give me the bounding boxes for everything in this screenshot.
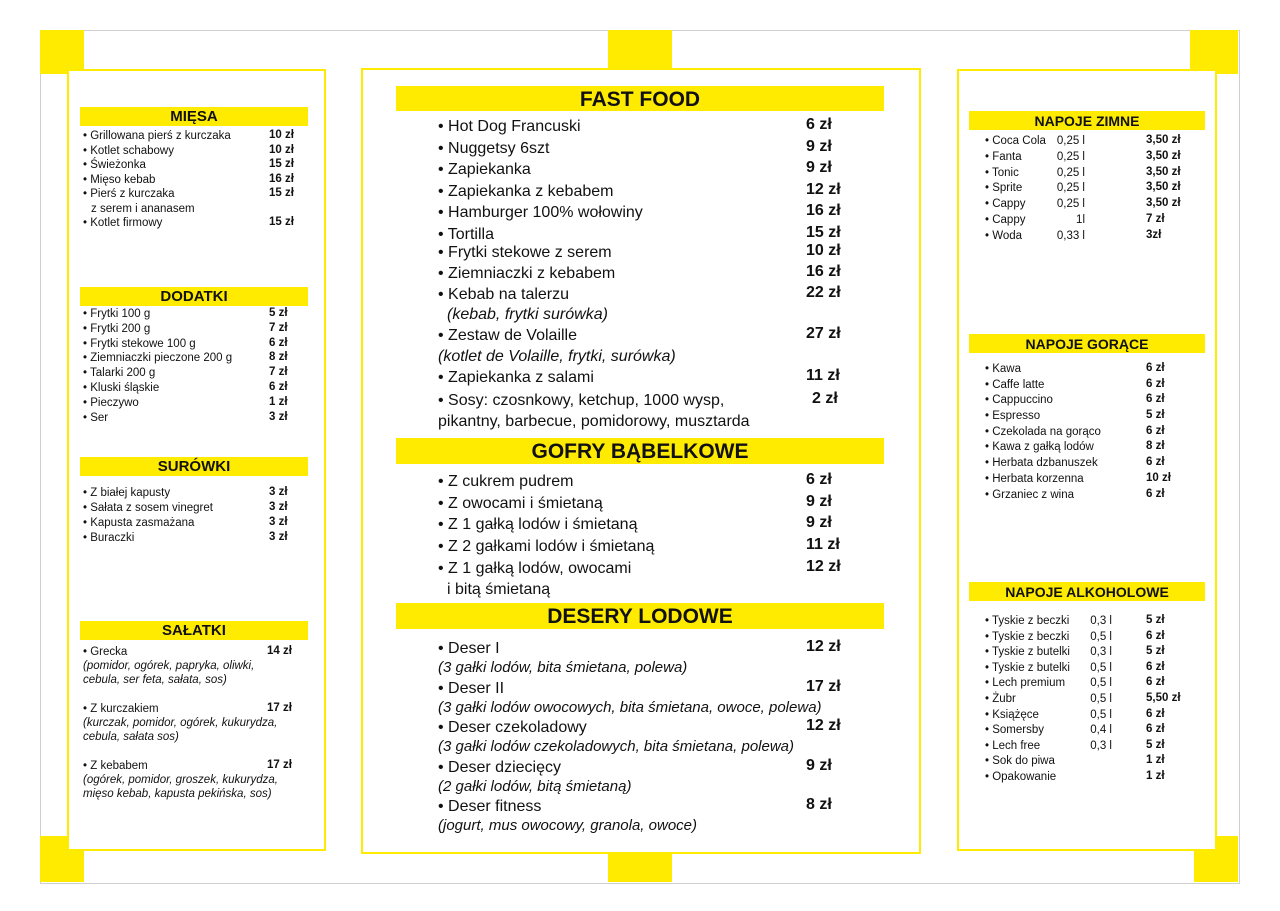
item-price: 15 zł — [269, 187, 294, 199]
item-price: 27 zł — [806, 325, 841, 342]
gofry-list — [438, 471, 858, 601]
list-item — [438, 304, 858, 325]
item-name: • Kawa — [985, 363, 1021, 375]
item-name: • Espresso — [985, 410, 1041, 423]
list-item — [985, 661, 1200, 677]
item-price: 1 zł — [1146, 754, 1165, 767]
list-item — [985, 754, 1200, 770]
list-item — [985, 181, 1200, 197]
list-item — [438, 367, 858, 390]
item-price: 5 zł — [1146, 614, 1165, 626]
item-name: • Talarki 200 g — [83, 367, 156, 380]
item-price: 6 zł — [1146, 629, 1165, 642]
item-name: • Z białej kapusty — [83, 487, 171, 499]
list-item — [985, 488, 1200, 504]
surowki-list — [83, 486, 303, 546]
item-price: 16 zł — [269, 172, 294, 185]
item-price: 7 zł — [1146, 212, 1165, 225]
item-volume: 0,5 l — [1090, 677, 1112, 690]
item-name: • Woda — [985, 229, 1023, 242]
item-name: • Kotlet schabowy — [83, 144, 174, 157]
item-desc: (pomidor, ogórek, papryka, oliwki, — [83, 660, 255, 672]
item-desc: mięso kebab, kapusta pekińska, sos) — [83, 788, 272, 800]
list-item — [985, 676, 1200, 692]
list-item — [83, 381, 303, 396]
item-price: 9 zł — [806, 159, 832, 176]
list-item — [438, 242, 858, 263]
list-item — [83, 759, 308, 816]
list-item — [438, 796, 878, 836]
list-item — [438, 493, 858, 515]
item-name: (kotlet de Volaille, frytki, surówka) — [438, 348, 676, 365]
section-title-alkoholowe: NAPOJE ALKOHOLOWE — [969, 582, 1205, 601]
item-name: • Lech premium — [985, 677, 1066, 690]
item-name: • Grecka — [83, 646, 128, 658]
item-name: • Lech free — [985, 739, 1041, 752]
list-item — [438, 346, 858, 367]
item-name: • Deser I — [438, 640, 500, 657]
item-volume: 0,4 l — [1090, 724, 1112, 737]
item-volume: 1l — [1076, 213, 1085, 226]
item-name: • Z 2 gałkami lodów i śmietaną — [438, 538, 655, 556]
corner-block — [608, 850, 672, 882]
list-item — [83, 158, 303, 173]
item-desc: (3 gałki lodów owocowych, bita śmietana, owoce, polewa) — [438, 698, 822, 716]
item-desc: cebula, sałata sos) — [83, 731, 179, 743]
item-name: • Mięso kebab — [83, 173, 156, 186]
section-title-zimne: NAPOJE ZIMNE — [969, 111, 1205, 130]
list-item — [985, 630, 1200, 646]
item-price: 6 zł — [1146, 676, 1165, 689]
item-price: 6 zł — [1146, 377, 1165, 390]
item-name: • Czekolada na gorąco — [985, 425, 1101, 438]
item-price: 15 zł — [269, 158, 294, 170]
item-name: • Sosy: czosnkowy, ketchup, 1000 wysp, — [438, 392, 725, 409]
list-item — [985, 456, 1200, 472]
item-name: • Zapiekanka — [438, 161, 531, 178]
item-price: 16 zł — [806, 262, 841, 280]
list-item — [985, 134, 1200, 150]
item-name: • Zapiekanka z kebabem — [438, 182, 614, 200]
list-item — [83, 702, 308, 759]
item-name: • Żubr — [985, 692, 1016, 705]
item-price: 11 zł — [806, 536, 840, 554]
item-name: • Deser II — [438, 679, 505, 697]
item-price: 17 zł — [806, 677, 841, 695]
item-desc: cebula, ser feta, sałata, sos) — [83, 674, 227, 686]
item-price: 5,50 zł — [1146, 691, 1181, 704]
item-desc: (2 gałki lodów, bitą śmietaną) — [438, 777, 632, 795]
list-item — [438, 471, 858, 493]
item-desc: (jogurt, mus owocowy, granola, owoce) — [438, 817, 697, 835]
section-title-fastfood: FAST FOOD — [396, 86, 884, 111]
list-item — [438, 116, 858, 138]
item-name: i bitą śmietaną — [447, 581, 551, 599]
item-name: • Z owocami i śmietaną — [438, 494, 603, 512]
item-volume: 0,5 l — [1090, 708, 1112, 721]
list-item — [438, 579, 858, 601]
item-name: • Kotlet firmowy — [83, 217, 163, 229]
item-name: z serem i ananasem — [91, 202, 195, 215]
item-price: 11 zł — [806, 367, 840, 384]
item-price: 1 zł — [1146, 769, 1165, 782]
item-name: • Deser czekoladowy — [438, 719, 587, 737]
list-item — [985, 166, 1200, 182]
item-name: • Fanta — [985, 150, 1022, 163]
list-item — [83, 411, 303, 426]
item-name: pikantny, barbecue, pomidorowy, musztarda — [438, 413, 750, 430]
item-price: 6 zł — [269, 336, 288, 349]
item-name: • Coca Cola — [985, 135, 1046, 147]
item-name: • Hot Dog Francuski — [438, 118, 581, 135]
item-name: • Tyskie z beczki — [985, 615, 1070, 627]
item-name: • Caffe latte — [985, 378, 1045, 391]
item-name: • Książęce — [985, 708, 1039, 721]
item-volume: 0,25 l — [1056, 198, 1085, 211]
list-item — [438, 159, 858, 181]
item-name: • Herbata dzbanuszek — [985, 457, 1098, 470]
gorace-list — [985, 362, 1200, 503]
item-name: • Z 1 gałką lodów, owocami — [438, 559, 632, 577]
item-name: • Opakowanie — [985, 770, 1057, 783]
item-name: • Z cukrem pudrem — [438, 473, 574, 490]
list-item — [438, 411, 858, 431]
item-name: • Somersby — [985, 724, 1044, 737]
item-price: 6 zł — [1146, 424, 1165, 437]
item-volume: 0,25 l — [1056, 182, 1085, 195]
list-item — [985, 197, 1200, 213]
list-item — [985, 229, 1200, 245]
item-price: 9 zł — [806, 756, 832, 774]
item-name: • Zapiekanka z salami — [438, 369, 594, 386]
item-volume: 0,5 l — [1090, 661, 1112, 674]
item-name: • Świeżonka — [83, 159, 146, 171]
item-price: 6 zł — [1146, 707, 1165, 720]
item-price: 7 zł — [269, 321, 288, 334]
list-item — [83, 129, 303, 144]
item-name: • Z kurczakiem — [83, 703, 159, 715]
item-price: 5 zł — [1146, 409, 1165, 422]
item-volume: 0,3 l — [1090, 646, 1112, 659]
list-item — [985, 409, 1200, 425]
item-price: 6 zł — [806, 116, 832, 133]
list-item — [83, 322, 303, 337]
list-item — [985, 614, 1200, 630]
item-price: 15 zł — [806, 223, 841, 241]
item-price: 10 zł — [269, 129, 294, 141]
section-title-desery: DESERY LODOWE — [396, 603, 884, 629]
list-item — [438, 558, 858, 580]
item-name: • Pieczywo — [83, 396, 139, 409]
item-name: • Tonic — [985, 166, 1019, 179]
list-item — [83, 366, 303, 381]
salatki-list — [83, 645, 308, 816]
list-item — [985, 692, 1200, 708]
desery-list — [438, 638, 878, 836]
list-item — [438, 536, 858, 558]
zimne-list — [985, 134, 1200, 245]
list-item — [83, 337, 303, 352]
section-title-gofry: GOFRY BĄBELKOWE — [396, 438, 884, 464]
item-price: 12 zł — [806, 180, 841, 198]
item-price: 10 zł — [269, 143, 294, 156]
item-volume: 0,25 l — [1056, 135, 1085, 147]
item-price: 8 zł — [1146, 440, 1165, 453]
fastfood-list — [438, 116, 858, 431]
item-name: • Ziemniaczki z kebabem — [438, 264, 616, 282]
list-item — [985, 440, 1200, 456]
list-item — [985, 362, 1200, 378]
item-name: • Frytki stekowe z serem — [438, 243, 612, 261]
item-price: 14 zł — [267, 645, 292, 657]
item-price: 3 zł — [269, 486, 288, 498]
item-price: 12 zł — [806, 717, 841, 735]
item-price: 6 zł — [1146, 723, 1165, 736]
list-item — [438, 678, 878, 718]
list-item — [83, 216, 303, 231]
item-volume: 0,25 l — [1056, 150, 1085, 163]
item-name: • Ser — [83, 411, 109, 424]
item-price: 8 zł — [806, 796, 832, 814]
list-item — [438, 181, 858, 203]
list-item — [83, 173, 303, 188]
list-item — [985, 645, 1200, 661]
item-volume: 0,5 l — [1090, 630, 1112, 643]
item-volume: 0,25 l — [1056, 166, 1085, 179]
item-name: • Grillowana pierś z kurczaka — [83, 130, 231, 142]
item-price: 10 zł — [806, 241, 841, 259]
list-item — [83, 144, 303, 159]
list-item — [83, 202, 303, 217]
list-item — [985, 378, 1200, 394]
item-name: • Kebab na talerzu — [438, 286, 570, 303]
corner-block — [1190, 30, 1238, 74]
item-name: • Buraczki — [83, 532, 135, 544]
item-price: 9 zł — [806, 514, 832, 532]
list-item — [83, 516, 303, 531]
list-item — [438, 757, 878, 797]
item-name: • Sok do piwa — [985, 755, 1055, 768]
item-price: 6 zł — [1146, 393, 1165, 406]
item-name: • Kapusta zasmażana — [83, 517, 195, 529]
item-name: • Cappy — [985, 213, 1026, 226]
list-item — [985, 150, 1200, 166]
item-price: 6 zł — [1146, 487, 1165, 500]
item-name: • Sałata z sosem vinegret — [83, 502, 213, 514]
item-price: 9 zł — [806, 492, 832, 510]
item-price: 2 zł — [812, 390, 838, 407]
item-name: • Deser fitness — [438, 798, 542, 816]
list-item — [985, 739, 1200, 755]
item-price: 3,50 zł — [1146, 197, 1181, 210]
list-item — [438, 284, 858, 304]
item-name: • Herbata korzenna — [985, 472, 1084, 485]
item-name: • Z kebabem — [83, 760, 148, 772]
item-price: 3 zł — [269, 410, 288, 423]
item-name: • Pierś z kurczaka — [83, 188, 175, 200]
item-volume: 0,5 l — [1090, 692, 1112, 705]
item-name: • Z 1 gałką lodów i śmietaną — [438, 516, 638, 534]
item-price: 22 zł — [806, 284, 841, 301]
item-name: • Tortilla — [438, 225, 494, 243]
list-item — [438, 263, 858, 285]
item-name: • Cappuccino — [985, 394, 1053, 407]
item-price: 16 zł — [806, 202, 841, 219]
list-item — [438, 638, 878, 678]
item-price: 6 zł — [1146, 362, 1165, 374]
item-price: 5 zł — [269, 307, 288, 319]
list-item — [83, 486, 303, 501]
item-price: 1 zł — [269, 395, 288, 408]
item-price: 5 zł — [1146, 645, 1165, 658]
item-name: • Kluski śląskie — [83, 381, 160, 394]
item-name: • Grzaniec z wina — [985, 488, 1075, 501]
list-item — [438, 717, 878, 757]
item-volume: 0,3 l — [1090, 739, 1112, 752]
item-price: 15 zł — [269, 216, 294, 228]
item-name: • Sprite — [985, 182, 1023, 195]
item-desc: (3 gałki lodów czekoladowych, bita śmietana, polewa) — [438, 738, 795, 756]
item-name: • Zestaw de Volaille — [438, 327, 578, 344]
item-price: 5 zł — [1146, 738, 1165, 751]
item-price: 10 zł — [1146, 471, 1171, 484]
corner-block — [40, 30, 84, 74]
item-name: • Kawa z gałką lodów — [985, 441, 1094, 454]
item-price: 6 zł — [269, 380, 288, 393]
item-price: 3,50 zł — [1146, 165, 1181, 178]
item-price: 3zł — [1146, 228, 1162, 241]
list-item — [438, 325, 858, 346]
item-name: • Tyskie z beczki — [985, 630, 1070, 643]
item-price: 12 zł — [806, 638, 841, 655]
list-item — [438, 202, 858, 224]
miesa-list — [83, 129, 303, 231]
section-title-dodatki: DODATKI — [80, 287, 308, 306]
item-price: 3,50 zł — [1146, 181, 1181, 194]
item-price: 6 zł — [1146, 456, 1165, 469]
item-name: (kebab, frytki surówka) — [447, 306, 608, 323]
section-title-salatki: SAŁATKI — [80, 621, 308, 640]
dodatki-list — [83, 307, 303, 425]
item-price: 3 zł — [269, 516, 288, 528]
item-name: • Cappy — [985, 198, 1026, 211]
item-price: 7 zł — [269, 366, 288, 379]
item-price: 6 zł — [806, 471, 832, 488]
section-title-surowki: SURÓWKI — [80, 457, 308, 476]
section-title-gorace: NAPOJE GORĄCE — [969, 334, 1205, 353]
item-name: • Hamburger 100% wołowiny — [438, 204, 643, 221]
list-item — [83, 351, 303, 366]
item-volume: 0,3 l — [1090, 615, 1112, 627]
item-price: 17 zł — [267, 702, 292, 714]
list-item — [83, 501, 303, 516]
item-name: • Frytki stekowe 100 g — [83, 337, 196, 350]
list-item — [985, 425, 1200, 441]
list-item — [83, 307, 303, 322]
list-item — [985, 472, 1200, 488]
list-item — [438, 138, 858, 160]
item-price: 8 zł — [269, 351, 288, 364]
list-item — [985, 393, 1200, 409]
list-item — [83, 531, 303, 546]
section-title-miesa: MIĘSA — [80, 107, 308, 126]
list-item — [83, 396, 303, 411]
item-price: 12 zł — [806, 557, 841, 575]
list-item — [438, 514, 858, 536]
item-name: • Tyskie z butelki — [985, 661, 1070, 674]
list-item — [985, 213, 1200, 229]
item-name: • Frytki 100 g — [83, 308, 151, 320]
item-desc: (kurczak, pomidor, ogórek, kukurydza, — [83, 717, 278, 729]
item-price: 3 zł — [269, 501, 288, 513]
list-item — [83, 645, 308, 702]
item-name: • Deser dziecięcy — [438, 758, 561, 776]
alkoholowe-list — [985, 614, 1200, 786]
item-price: 9 zł — [806, 137, 832, 155]
item-price: 3 zł — [269, 531, 288, 543]
list-item — [985, 723, 1200, 739]
list-item — [83, 187, 303, 202]
list-item — [985, 770, 1200, 786]
item-desc: (3 gałki lodów, bita śmietana, polewa) — [438, 659, 688, 676]
item-price: 3,50 zł — [1146, 149, 1181, 162]
item-name: • Ziemniaczki pieczone 200 g — [83, 352, 233, 365]
list-item — [438, 224, 858, 242]
list-item — [985, 708, 1200, 724]
item-price: 17 zł — [267, 759, 292, 771]
list-item — [438, 390, 858, 411]
item-name: • Tyskie z butelki — [985, 646, 1070, 659]
item-name: • Frytki 200 g — [83, 322, 151, 335]
item-price: 6 zł — [1146, 660, 1165, 673]
item-price: 3,50 zł — [1146, 134, 1181, 146]
item-desc: (ogórek, pomidor, groszek, kukurydza, — [83, 774, 278, 786]
item-name: • Nuggetsy 6szt — [438, 139, 550, 157]
item-volume: 0,33 l — [1056, 229, 1085, 242]
